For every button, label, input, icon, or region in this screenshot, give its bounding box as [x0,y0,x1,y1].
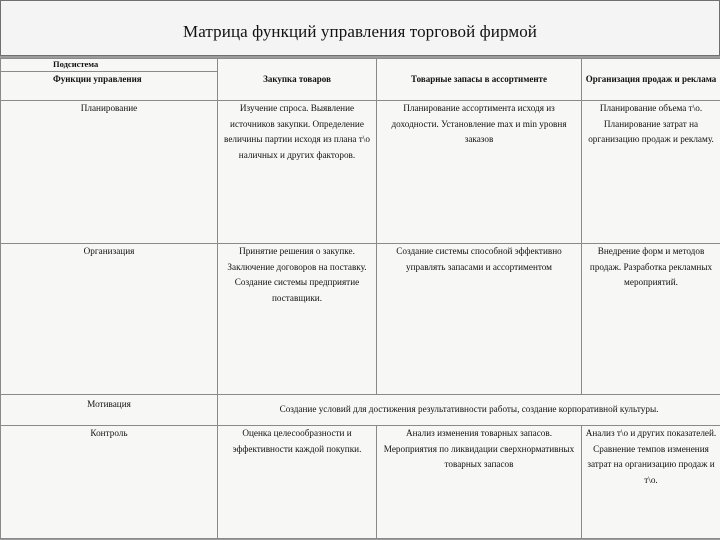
table-cell-merged: Создание условий для достижения результативности работы, создание корпоративной культуры. [218,395,720,426]
column-header-sales: Организация продаж и реклама [582,59,720,101]
table-row [1,395,720,426]
table-cell: Изучение спроса. Выявление источников закупки. Определение величины партии исходя из плана т\о наличных и других факторов. [218,101,377,244]
function-matrix-table [0,58,720,539]
table-row [1,244,720,395]
row-header-organization: Организация [1,244,218,395]
column-header-purchasing: Закупка товаров [218,59,377,101]
table-cell: Анализ т\о и других показателей. Сравнение темпов изменения затрат на организацию продаж и т\о. [582,426,720,539]
row-header-motivation: Мотивация [1,395,218,426]
table-cell: Планирование ассортимента исходя из доходности. Установление max и min уровня заказов [377,101,582,244]
functions-label: Функции управления [1,72,218,101]
page-title: Матрица функций управления торговой фирмой [182,22,537,41]
row-header-control: Контроль [1,426,218,539]
subsystem-label: Подсистема [1,59,218,72]
header-row-subsystem [1,59,720,72]
table-row [1,426,720,539]
table-cell: Создание системы способной эффективно управлять запасами и ассортиментом [377,244,582,395]
table-cell: Оценка целесообразности и эффективности каждой покупки. [218,426,377,539]
table-row [1,101,720,244]
table-cell: Анализ изменения товарных запасов. Мероприятия по ликвидации сверхнормативных товарных запасов [377,426,582,539]
table-cell: Принятие решения о закупке. Заключение договоров на поставку. Создание системы предприятие поставщики. [218,244,377,395]
column-header-inventory: Товарные запасы в ассортименте [377,59,582,101]
row-header-planning: Планирование [1,101,218,244]
table-cell: Внедрение форм и методов продаж. Разработка рекламных мероприятий. [582,244,720,395]
table-cell: Планирование объема т\о. Планирование затрат на организацию продаж и рекламу. [582,101,720,244]
title-box [0,0,720,56]
